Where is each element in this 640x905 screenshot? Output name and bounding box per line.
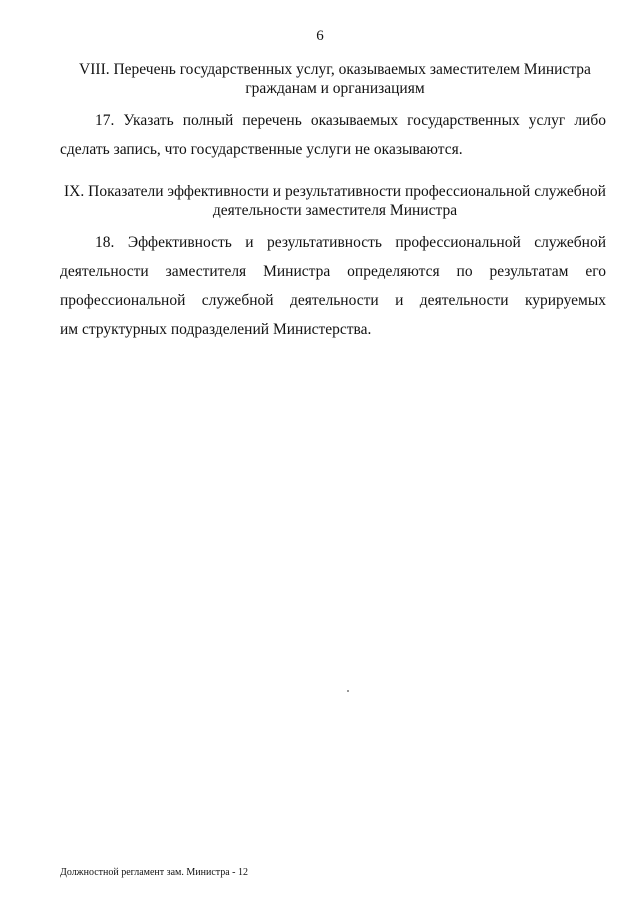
section-8-heading-line-2: гражданам и организациям <box>245 80 425 97</box>
section-9-heading-line-2: деятельности заместителя Министра <box>212 202 458 219</box>
footer-note: Должностной регламент зам. Министра - 12 <box>60 867 249 878</box>
paragraph-18-line-1: 18. Эффективность и результативность профессиональной служебной <box>95 234 606 251</box>
paragraph-18-line-2: деятельности заместителя Министра определяются по результатам его <box>60 263 606 280</box>
page-number: 6 <box>316 28 324 44</box>
section-9-heading-line-1: IX. Показатели эффективности и результативности профессиональной служебной <box>64 183 606 200</box>
scan-speck <box>347 690 349 692</box>
paragraph-17-line-2: сделать запись, что государственные услуги не оказываются. <box>60 141 463 158</box>
paragraph-17-line-1: 17. Указать полный перечень оказываемых государственных услуг либо <box>95 112 606 129</box>
paragraph-18-line-3: профессиональной служебной деятельности и деятельности курируемых <box>60 292 606 309</box>
paragraph-18-line-4: им структурных подразделений Министерства. <box>60 321 372 338</box>
paragraph-18 <box>60 228 606 344</box>
section-9-heading <box>60 182 610 220</box>
section-8-heading-line-1: VIII. Перечень государственных услуг, оказываемых заместителем Министра <box>79 61 591 78</box>
section-8-heading <box>60 60 610 98</box>
paragraph-17 <box>60 106 606 164</box>
